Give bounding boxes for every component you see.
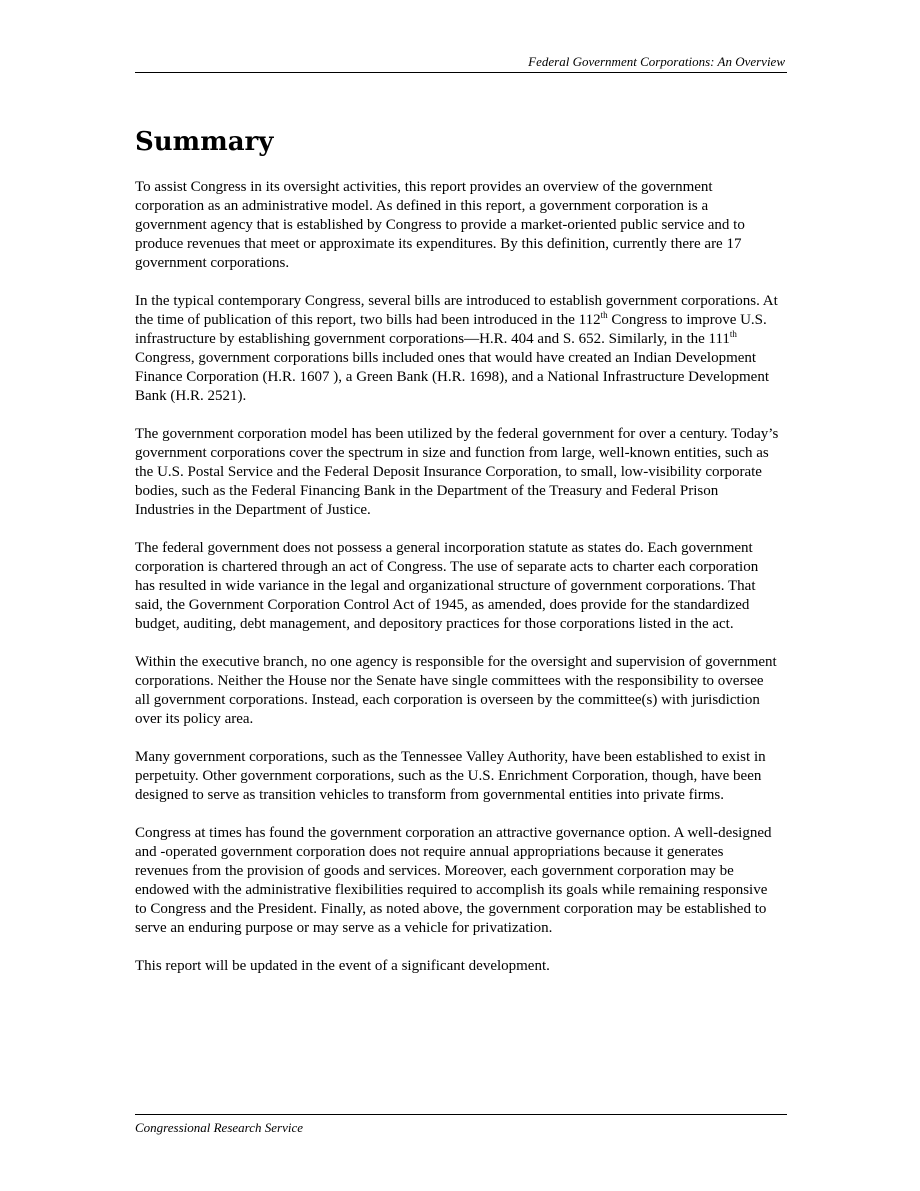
paragraph-oversight: Within the executive branch, no one agency is responsible for the oversight and supervision of government corporations. Neither the House nor the Senate have single committees with the responsibility to oversee all government corporations. Instead, each corporation is overseen by the committee(s) with jurisdiction over its policy area.: [135, 654, 777, 727]
paragraph-updates: This report will be updated in the event of a significant development.: [135, 958, 550, 974]
running-header: [135, 55, 787, 73]
paragraph-bills-text-3: Congress, government corporations bills included ones that would have created an Indian Development Finance Corporation (H.R. 1607 ), a Green Bank (H.R. 1698), and a National Infrastructure Development Bank (H.R. 2521).: [135, 350, 769, 404]
running-title: Federal Government Corporations: An Overview: [528, 54, 785, 69]
summary-body: [135, 178, 780, 995]
paragraph-history: The government corporation model has been utilized by the federal government for over a century. Today’s government corporations cover the spectrum in size and function from large, well-known entities, such as the U.S. Postal Service and the Federal Deposit Insurance Corporation, to small, low-visibility corporate bodies, such as the Federal Financing Bank in the Department of the Treasury and Federal Prison Industries in the Department of Justice.: [135, 426, 779, 518]
footer-publisher: Congressional Research Service: [135, 1120, 303, 1135]
paragraph-overview: To assist Congress in its oversight activities, this report provides an overview of the government corporation as an administrative model. As defined in this report, a government corporation is a government agency that is established by Congress to provide a market-oriented public service and to produce revenues that meet or approximate its expenditures. By this definition, currently there are 17 government corporations.: [135, 179, 745, 271]
paragraph-governance: Congress at times has found the government corporation an attractive governance option. A well-designed and -operated government corporation does not require annual appropriations because it generates revenues from the provision of goods and services. Moreover, each government corporation may be endowed with the administrative flexibilities required to accomplish its goals while remaining responsive to Congress and the President. Finally, as noted above, the government corporation may be established to serve an enduring purpose or may serve as a vehicle for privatization.: [135, 825, 772, 936]
paragraph-incorporation: The federal government does not possess a general incorporation statute as states do. Each government corporation is chartered through an act of Congress. The use of separate acts to charter each corporation has resulted in wide variance in the legal and organizational structure of government corporations. That said, the Government Corporation Control Act of 1945, as amended, does provide for the standardized budget, auditing, debt management, and depository practices for those corporations listed in the act.: [135, 540, 759, 632]
paragraph-perpetuity: Many government corporations, such as the Tennessee Valley Authority, have been established to exist in perpetuity. Other government corporations, such as the U.S. Enrichment Corporation, though, have been designed to serve as transition vehicles to transform from governmental entities into private firms.: [135, 749, 766, 803]
ordinal-suffix: th: [729, 329, 737, 339]
page-title: Summary: [135, 127, 274, 157]
paragraph-bills: [135, 292, 780, 406]
paragraph-bills-text-1: In the typical contemporary Congress, several bills are introduced to establish government corporations. At the time of publication of this report, two bills had been introduced in the 112: [135, 293, 778, 328]
page-footer: [135, 1114, 787, 1135]
ordinal-suffix: th: [600, 310, 608, 320]
paragraph-bills-text-2: Congress to improve U.S. infrastructure by establishing government corporations—H.R. 404 and S. 652. Similarly, in the 111: [135, 312, 767, 347]
